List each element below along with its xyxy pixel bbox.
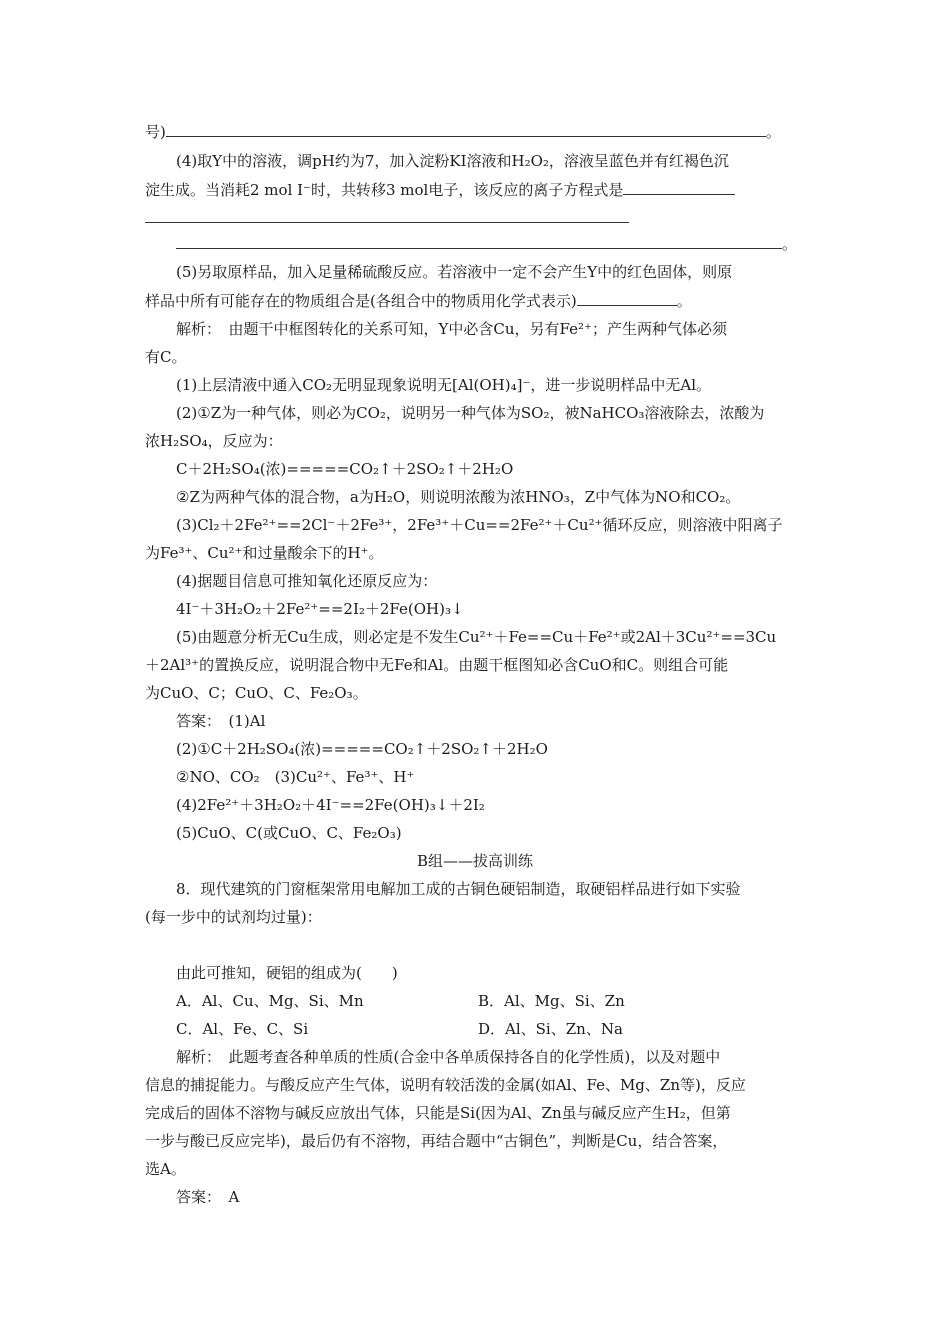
answer-line: 答案： (1)Al xyxy=(176,712,266,730)
q8-prompt: 由此可推知，硬铝的组成为( ) xyxy=(176,964,398,982)
q8-analysis-line: 选A。 xyxy=(145,1160,186,1178)
answer-line: (2)①C＋2H₂SO₄(浓)=====CO₂↑＋2SO₂↑＋2H₂O xyxy=(176,740,548,758)
answer-line-hao: 号) 。 xyxy=(145,123,781,141)
analysis-line: 解析： 由题干中框图转化的关系可知，Y中必含Cu，另有Fe²⁺；产生两种气体必须 xyxy=(176,320,727,338)
analysis-line: (4)据题目信息可推知氧化还原反应为： xyxy=(176,572,438,590)
answer-blank[interactable] xyxy=(166,122,766,137)
analysis-line: (2)①Z为一种气体，则必为CO₂，说明另一种气体为SO₂，被NaHCO₃溶液除去，浓酸为 xyxy=(176,404,765,422)
answer-line: (5)CuO、C(或CuO、C、Fe₂O₃) xyxy=(176,824,402,842)
q8-analysis-line: 一步与酸已反应完毕)，最后仍有不溶物，再结合题中“古铜色”，判断是Cu，结合答案， xyxy=(145,1132,728,1150)
equation-line: 4I⁻＋3H₂O₂＋2Fe²⁺==2I₂＋2Fe(OH)₃↓ xyxy=(176,600,464,618)
analysis-line: 为Fe³⁺、Cu²⁺和过量酸余下的H⁺。 xyxy=(145,544,384,562)
analysis-line: (1)上层清液中通入CO₂无明显现象说明无[Al(OH)₄]⁻，进一步说明样品中无Al。 xyxy=(176,376,712,394)
answer-blank[interactable] xyxy=(145,222,629,223)
equation-line: C＋2H₂SO₄(浓)=====CO₂↑＋2SO₂↑＋2H₂O xyxy=(176,460,514,478)
answer-line-end: 。 xyxy=(176,234,797,254)
analysis-line: ②Z为两种气体的混合物，a为H₂O，则说明浓酸为浓HNO₃，Z中气体为NO和CO₂。 xyxy=(176,488,741,506)
analysis-line: 为CuO、C；CuO、C、Fe₂O₃。 xyxy=(145,684,368,702)
analysis-line: 有C。 xyxy=(145,348,187,366)
option-d[interactable]: D．Al、Si、Zn、Na xyxy=(478,1020,623,1038)
q8-analysis-line: 完成后的固体不溶物与碱反应放出气体，只能是Si(因为Al、Zn虽与碱反应产生H₂，但第 xyxy=(145,1104,731,1122)
option-b[interactable]: B．Al、Mg、Si、Zn xyxy=(478,992,625,1010)
answer-line: (4)2Fe²⁺＋3H₂O₂＋4I⁻==2Fe(OH)₃↓＋2I₂ xyxy=(176,796,485,814)
analysis-line: (5)由题意分析无Cu生成，则必定是不发生Cu²⁺＋Fe==Cu＋Fe²⁺或2Al＋3Cu²⁺==3Cu xyxy=(176,628,777,646)
q8-stem-line1: 8．现代建筑的门窗框架常用电解加工成的古铜色硬铝制造，取硬铝样品进行如下实验 xyxy=(176,880,741,898)
q8-answer: 答案： A xyxy=(176,1188,240,1206)
analysis-line: 浓H₂SO₄，反应为： xyxy=(145,432,283,450)
q7-part5-line2: 样品中所有可能存在的物质组合是(各组合中的物质用化学式表示) 。 xyxy=(145,292,692,310)
q8-analysis-line: 信息的捕捉能力。与酸反应产生气体，说明有较活泼的金属(如Al、Fe、Mg、Zn等)，反应 xyxy=(145,1076,746,1094)
q7-part4-line1: (4)取Y中的溶液，调pH约为7，加入淀粉KI溶液和H₂O₂，溶液呈蓝色并有红褐色沉 xyxy=(176,152,729,170)
answer-blank[interactable] xyxy=(176,234,782,249)
q7-part5-line1: (5)另取原样品，加入足量稀硫酸反应。若溶液中一定不会产生Y中的红色固体，则原 xyxy=(176,263,733,281)
q8-stem-line2: (每一步中的试剂均过量)： xyxy=(145,908,322,926)
analysis-line: (3)Cl₂＋2Fe²⁺==2Cl⁻＋2Fe³⁺，2Fe³⁺＋Cu==2Fe²⁺＋Cu²⁺循环反应，则溶液中阳离子 xyxy=(176,516,783,534)
answer-blank[interactable] xyxy=(577,291,677,306)
analysis-line: ＋2Al³⁺的置换反应，说明混合物中无Fe和Al。由题干框图知必含CuO和C。则组合可能 xyxy=(145,656,729,674)
answer-line: ②NO、CO₂ (3)Cu²⁺、Fe³⁺、H⁺ xyxy=(176,768,415,786)
section-title: B组——拔高训练 xyxy=(416,852,534,870)
option-a[interactable]: A．Al、Cu、Mg、Si、Mn xyxy=(176,992,364,1010)
option-c[interactable]: C．Al、Fe、C、Si xyxy=(176,1020,309,1038)
q8-analysis-line: 解析： 此题考查各种单质的性质(合金中各单质保持各自的化学性质)，以及对题中 xyxy=(176,1048,721,1066)
answer-blank[interactable] xyxy=(623,180,735,195)
q7-part4-line2: 淀生成。当消耗2 mol I⁻时，共转移3 mol电子，该反应的离子方程式是 xyxy=(145,180,735,200)
